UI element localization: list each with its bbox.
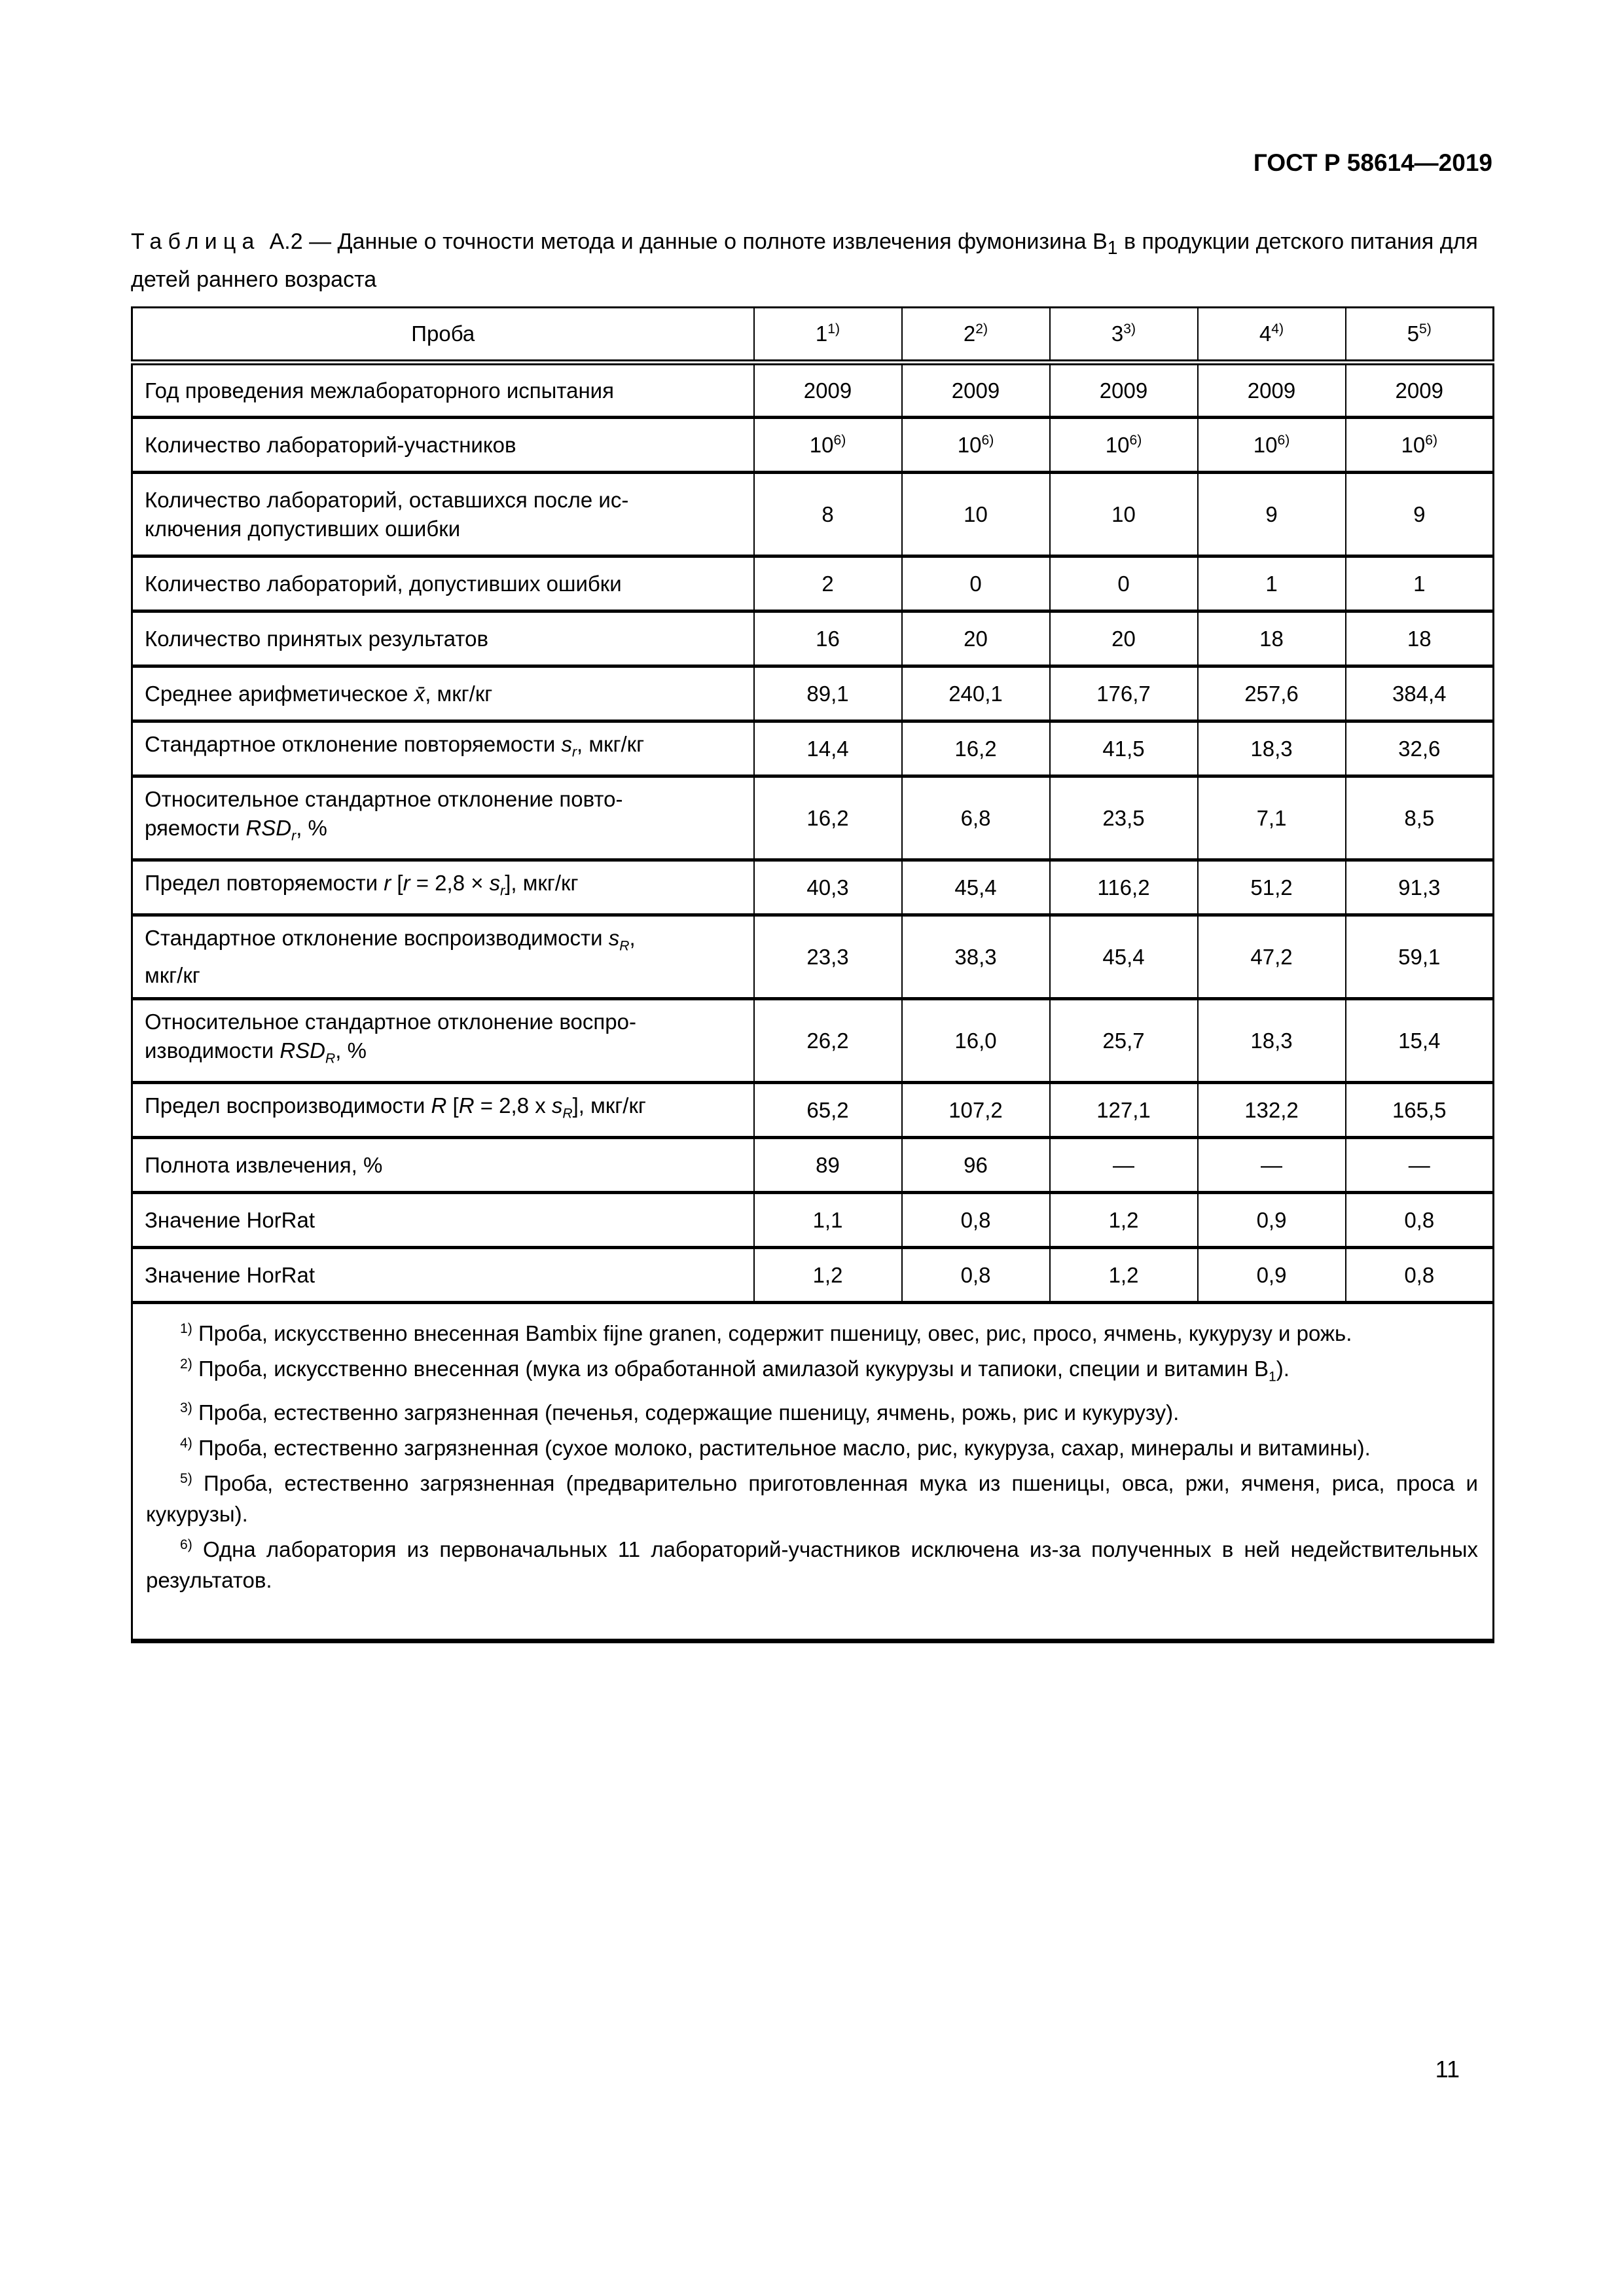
footnote-marker: 5)	[180, 1470, 192, 1486]
cell-value: 0	[902, 556, 1050, 611]
table-header-row	[132, 308, 1494, 363]
footnote-item: $^{3)}$ Проба, естественно загрязненная (печенья, содержащие пшеницу, ячмень, рожь, рис и кукурузу).	[180, 1400, 1180, 1425]
cell-value: 2009	[1198, 363, 1346, 418]
row-label: Полнота извлечения, %	[132, 1138, 754, 1193]
cell-value: 45,4	[902, 860, 1050, 915]
cell-value: 16	[754, 611, 902, 666]
cell-value: 0,8	[902, 1248, 1050, 1303]
cell-value: 2	[754, 556, 902, 611]
cell-value: 1,2	[1050, 1193, 1198, 1248]
cell-value: 9	[1346, 473, 1494, 556]
cell-value: 20	[1050, 611, 1198, 666]
table-row	[132, 915, 1494, 999]
cell-value: 23,5	[1050, 776, 1198, 860]
table-row	[132, 611, 1494, 666]
footnote-item: $^{4)}$ Проба, естественно загрязненная (сухое молоко, растительное масло, рис, кукуруза, сахар, минералы и витамины).	[180, 1435, 1371, 1460]
table-row	[132, 666, 1494, 721]
footnote-marker: 3)	[180, 1400, 192, 1415]
row-label: Значение HorRat	[132, 1193, 754, 1248]
footnote-marker: 1)	[180, 1321, 192, 1336]
row-label: Количество принятых результатов	[132, 611, 754, 666]
row-label: Стандартное отклонение повторяемости $s_r$, мкг/кг	[132, 721, 754, 776]
footnote-marker: 4)	[180, 1435, 192, 1451]
footnotes-cell	[132, 1303, 1494, 1641]
cell-value: 2009	[902, 363, 1050, 418]
cell-value: 127,1	[1050, 1083, 1198, 1138]
cell-value: 257,6	[1198, 666, 1346, 721]
row-label: Год проведения межлабораторного испытания	[132, 363, 754, 418]
cell-value: 165,5	[1346, 1083, 1494, 1138]
cell-value: 18	[1346, 611, 1494, 666]
cell-value: 7,1	[1198, 776, 1346, 860]
table-row	[132, 1138, 1494, 1193]
cell-value: 10$^{6)}$	[1198, 418, 1346, 473]
cell-value: 0	[1050, 556, 1198, 611]
cell-value: 47,2	[1198, 915, 1346, 999]
column-header-sample: 3$^{3)}$	[1050, 308, 1198, 363]
cell-value: 0,9	[1198, 1193, 1346, 1248]
cell-value: 40,3	[754, 860, 902, 915]
cell-value: 9	[1198, 473, 1346, 556]
cell-value: 107,2	[902, 1083, 1050, 1138]
cell-value: 23,3	[754, 915, 902, 999]
cell-value: 26,2	[754, 999, 902, 1083]
row-label: Предел воспроизводимости R [R = 2,8 x $s_R$], мкг/кг	[132, 1083, 754, 1138]
page-number: 11	[1435, 2056, 1460, 2083]
cell-value: 8	[754, 473, 902, 556]
row-label: Количество лабораторий, допустивших ошибки	[132, 556, 754, 611]
table-row	[132, 1193, 1494, 1248]
cell-value: 59,1	[1346, 915, 1494, 999]
cell-value: 1,2	[1050, 1248, 1198, 1303]
table-row	[132, 999, 1494, 1083]
row-label: Стандартное отклонение воспроизводимости $s_R$, мкг/кг	[132, 915, 754, 999]
row-label: Относительное стандартное отклонение повто- ряемости $RSD_r$, %	[132, 776, 754, 860]
footnote-item: $^{6)}$ Одна лаборатория из первоначальных 11 лабораторий-участников исключена из-за полученных в ней недействительных результатов.	[146, 1537, 1478, 1592]
cell-value: 240,1	[902, 666, 1050, 721]
cell-value: 20	[902, 611, 1050, 666]
row-label: Количество лабораторий-участников	[132, 418, 754, 473]
cell-value: 65,2	[754, 1083, 902, 1138]
table-row	[132, 721, 1494, 776]
column-header-sample: 5$^{5)}$	[1346, 308, 1494, 363]
table-caption	[131, 226, 1492, 295]
cell-value: 2009	[1346, 363, 1494, 418]
cell-value: 18	[1198, 611, 1346, 666]
cell-value: 96	[902, 1138, 1050, 1193]
cell-value: 0,8	[1346, 1248, 1494, 1303]
cell-value: 176,7	[1050, 666, 1198, 721]
footnote-item: $^{2)}$ Проба, искусственно внесенная (мука из обработанной амилазой кукурузы и тапиоки, специи и витамин $В_1$).	[180, 1357, 1290, 1385]
table-row	[132, 473, 1494, 556]
cell-value: 2009	[754, 363, 902, 418]
table-row	[132, 776, 1494, 860]
cell-value: 1,2	[754, 1248, 902, 1303]
footnote-marker: 2)	[180, 1357, 192, 1372]
column-header-sample: 4$^{4)}$	[1198, 308, 1346, 363]
cell-value: 10$^{6)}$	[1050, 418, 1198, 473]
cell-value: 0,9	[1198, 1248, 1346, 1303]
row-label: Значение HorRat	[132, 1248, 754, 1303]
footnote-item: $^{1)}$ Проба, искусственно внесенная Bambix fijne granen, содержит пшеницу, овес, рис, просо, ячмень, кукурузу и рожь.	[180, 1321, 1352, 1345]
cell-value: 16,2	[902, 721, 1050, 776]
cell-value: 91,3	[1346, 860, 1494, 915]
cell-value: 38,3	[902, 915, 1050, 999]
cell-value: 89	[754, 1138, 902, 1193]
table-row	[132, 363, 1494, 418]
precision-data-table	[131, 306, 1494, 1643]
cell-value: 0,8	[1346, 1193, 1494, 1248]
cell-value: —	[1050, 1138, 1198, 1193]
column-header-sample: 2$^{2)}$	[902, 308, 1050, 363]
table-row	[132, 556, 1494, 611]
footnotes-block	[146, 1313, 1478, 1595]
cell-value: 0,8	[902, 1193, 1050, 1248]
cell-value: 132,2	[1198, 1083, 1346, 1138]
cell-value: 25,7	[1050, 999, 1198, 1083]
cell-value: 32,6	[1346, 721, 1494, 776]
cell-value: 1	[1198, 556, 1346, 611]
column-header-sample: Проба	[132, 308, 754, 363]
row-label: Среднее арифметическое x̄, мкг/кг	[132, 666, 754, 721]
cell-value: 1,1	[754, 1193, 902, 1248]
footnotes-row	[132, 1303, 1494, 1641]
cell-value: 10	[902, 473, 1050, 556]
caption-text: — Данные о точности метода и данные о полноте извлечения фумонизина $В_1$ в продукции детского питания для детей раннего возраста	[131, 229, 1478, 292]
cell-value: 51,2	[1198, 860, 1346, 915]
cell-value: 14,4	[754, 721, 902, 776]
cell-value: —	[1346, 1138, 1494, 1193]
row-label: Относительное стандартное отклонение воспро- изводимости $RSD_R$, %	[132, 999, 754, 1083]
document-code: ГОСТ Р 58614—2019	[1253, 149, 1492, 176]
cell-value: 10	[1050, 473, 1198, 556]
cell-value: 2009	[1050, 363, 1198, 418]
table-row	[132, 860, 1494, 915]
cell-value: 16,2	[754, 776, 902, 860]
table-row	[132, 418, 1494, 473]
table-row	[132, 1083, 1494, 1138]
cell-value: —	[1198, 1138, 1346, 1193]
cell-value: 384,4	[1346, 666, 1494, 721]
cell-value: 18,3	[1198, 721, 1346, 776]
row-label: Количество лабораторий, оставшихся после ис- ключения допустивших ошибки	[132, 473, 754, 556]
cell-value: 6,8	[902, 776, 1050, 860]
cell-value: 89,1	[754, 666, 902, 721]
caption-word: Таблица	[131, 229, 261, 254]
caption-number: А.2	[269, 229, 303, 254]
cell-value: 18,3	[1198, 999, 1346, 1083]
footnote-item: $^{5)}$ Проба, естественно загрязненная (предварительно приготовленная мука из пшеницы, овса, ржи, ячменя, риса, проса и кукурузы).	[146, 1470, 1478, 1526]
cell-value: 41,5	[1050, 721, 1198, 776]
cell-value: 10$^{6)}$	[754, 418, 902, 473]
cell-value: 10$^{6)}$	[1346, 418, 1494, 473]
row-label: Предел повторяемости r $[r = 2,8 \times s_r]$, мкг/кг	[132, 860, 754, 915]
cell-value: 45,4	[1050, 915, 1198, 999]
footnote-marker: 6)	[180, 1537, 192, 1552]
column-header-sample: 1$^{1)}$	[754, 308, 902, 363]
cell-value: 8,5	[1346, 776, 1494, 860]
cell-value: 1	[1346, 556, 1494, 611]
cell-value: 116,2	[1050, 860, 1198, 915]
table-row	[132, 1248, 1494, 1303]
cell-value: 16,0	[902, 999, 1050, 1083]
cell-value: 10$^{6)}$	[902, 418, 1050, 473]
cell-value: 15,4	[1346, 999, 1494, 1083]
